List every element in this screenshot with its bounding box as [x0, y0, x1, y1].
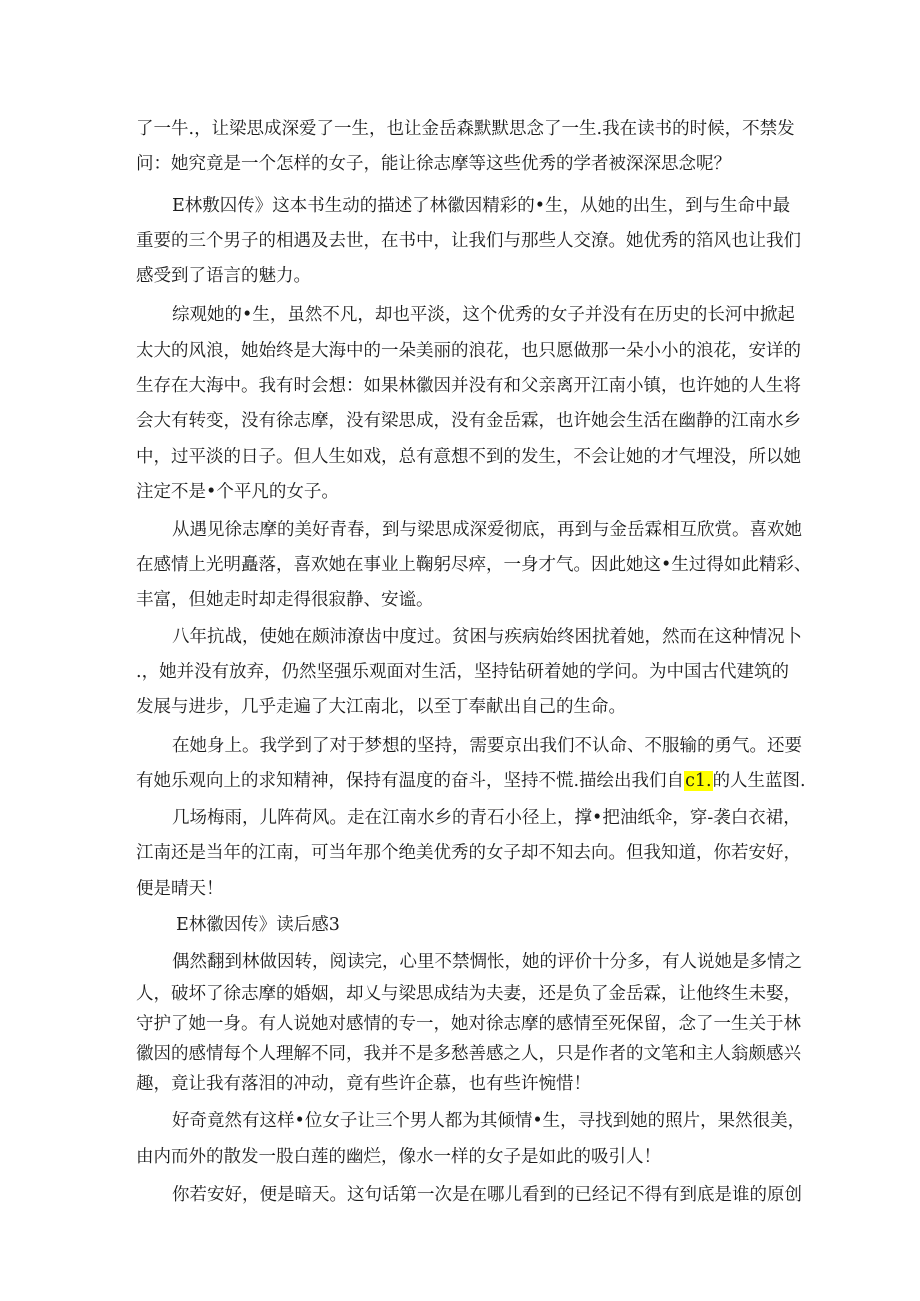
paragraph-line: 好奇竟然有这样•位女子让三个男人都为其倾情•生，寻找到她的照片，果然很美，: [172, 1111, 806, 1131]
paragraph-line: 在她身上。我学到了对于梦想的坚持，需要京出我们不认命、不服输的勇气。还要: [172, 736, 802, 756]
paragraph-line: 发展与进步，几乎走遍了大江南北，以至丁奉献出自己的生命。: [136, 697, 626, 717]
line-text: 有她乐观向上的求知精神，保持有温度的奋斗，坚持不慌.描绘出我们自: [136, 771, 685, 791]
paragraph-line: 你若安好，便是暗天。这句话第一次是在哪儿看到的已经记不得有到底是谁的原创: [172, 1185, 802, 1205]
paragraph-line: E林敷囚传》这本书生动的描述了林徽因精彩的•生，从她的出生，到与生命中最: [172, 196, 791, 216]
highlighted-text: c1.: [685, 771, 712, 791]
paragraph-line: 感受到了语言的魅力。: [136, 266, 311, 286]
paragraph-line: 生存在大海中。我有时会想：如果林徽因并没有和父亲离开江南小镇，也许她的人生将: [136, 376, 801, 396]
paragraph-line: 问：她究竟是一个怎样的女子，能让徐志摩等这些优秀的学者被深深思念呢？: [136, 154, 731, 174]
paragraph-line: 守护了她一身。有人说她对感情的专一，她对徐志摩的感情至死保留，念了一生关于林: [136, 1014, 801, 1034]
paragraph-line: 江南还是当年的江南，可当年那个绝美优秀的女子却不知去向。但我知道，你若安好，: [136, 843, 801, 863]
paragraph-line: 了一牛.，让梁思成深爱了一生，也让金岳森默默思念了一生.我在读书的时候，不禁发: [136, 119, 795, 139]
paragraph-line: 中，过平淡的日子。但人生如戏，总有意想不到的发生，不会让她的才气埋没，所以她: [136, 447, 801, 467]
paragraph-line: 偶然翻到林做因转，阅读完，心里不禁惆怅，她的评价十分多，有人说她是多情之: [172, 952, 802, 972]
paragraph-line: 在感情上光明矗落，喜欢她在事业上鞠躬尽瘁，一身才气。因此她这•生过得如此精彩、: [136, 555, 812, 575]
paragraph-line: 便是晴天！: [136, 879, 224, 899]
paragraph-line: 人，破坏了徐志摩的婚姻，却乂与梁思成结为夫妻，还是负了金岳霖，让他终生未娶，: [136, 984, 801, 1004]
paragraph-line: 由内而外的散发一股白莲的幽烂，像水一样的女子是如此的吸引人！: [136, 1147, 661, 1167]
paragraph-line: 趣，竟让我有落泪的冲动，竟有些许企慕，也有些许惋惜！: [136, 1074, 591, 1094]
paragraph-line: 徽因的感情每个人理解不同，我并不是多愁善感之人，只是作者的文笔和主人翁颇感兴: [136, 1044, 801, 1064]
paragraph-line: 丰富，但她走时却走得很寂静、安谧。: [136, 590, 434, 610]
paragraph-line: 从遇见徐志摩的美好青春，到与梁思成深爱彻底，再到与金岳霖相互欣赏。喜欢她: [172, 520, 802, 540]
paragraph-line: 八年抗战，使她在颇沛潦齿中度过。贫困与疾病始终困扰着她，然而在这种情况卜: [172, 627, 802, 647]
line-text: 的人生蓝图.: [712, 771, 806, 791]
paragraph-line: [136, 769, 806, 793]
paragraph-line: .，她并没有放弃，仍然坚强乐观面对生活，坚持钻研着她的学问。为中国古代建筑的: [136, 662, 790, 682]
paragraph-line: 重要的三个男子的相遇及去世，在书中，让我们与那些人交潦。她优秀的箔风也让我们: [136, 231, 801, 251]
paragraph-line: 太大的风浪，她始终是大海中的一朵美丽的浪花，也只愿做那一朵小小的浪花，安详的: [136, 341, 801, 361]
paragraph-line: 注定不是•个平凡的女子。: [136, 482, 339, 502]
paragraph-line: 会大有转变，没有徐志摩，没有梁思成，没有金岳霖，也许她会生活在幽静的江南水乡: [136, 411, 801, 431]
section-heading: E林徽因传》读后感3: [176, 915, 340, 935]
paragraph-line: 综观她的•生，虽然不凡，却也平淡，这个优秀的女子并没有在历史的长河中掀起: [172, 305, 795, 325]
paragraph-line: 几场梅雨，儿阵荷风。走在江南水乡的青石小径上，撑•把油纸伞，穿-袭白衣裙，: [172, 808, 801, 828]
